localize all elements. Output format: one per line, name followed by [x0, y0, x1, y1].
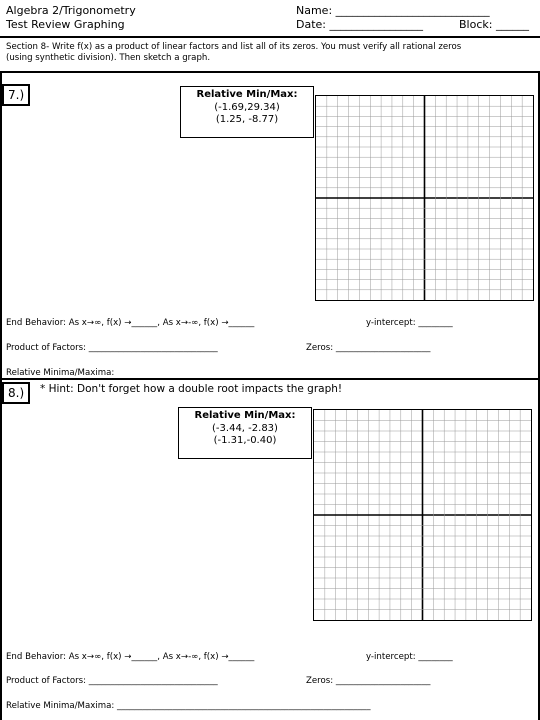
section-divider [0, 71, 540, 73]
problem-8-relative-extrema: Relative Minima/Maxima: ___________________________________________________________ [6, 701, 371, 711]
problem-8-zeros: Zeros: ______________________ [306, 676, 431, 686]
problem-7-number: 7.) [2, 84, 30, 106]
problem-8-graph-grid [313, 409, 532, 621]
minmax-point-1: (-3.44, -2.83) [212, 422, 278, 434]
name-field: Name: ____________________________ [296, 4, 490, 17]
problem-7-end-behavior: End Behavior: As x→∞, f(x) →______, As x→-∞, f(x) →______ [6, 318, 255, 328]
problem-8-number: 8.) [2, 382, 30, 404]
problem-8-y-intercept: y-intercept: ________ [366, 652, 453, 662]
problem-7-graph-grid [315, 95, 534, 301]
minmax-title: Relative Min/Max: [196, 89, 298, 100]
problem-7-zeros: Zeros: ______________________ [306, 343, 431, 353]
problem-8-hint: * Hint: Don't forget how a double root impacts the graph! [40, 383, 343, 395]
block-field: Block: ______ [459, 18, 529, 31]
problem-8-minmax-box [178, 407, 312, 459]
date-field: Date: _________________ [296, 18, 423, 31]
problem-7-y-intercept: y-intercept: ________ [366, 318, 453, 328]
problem-8-factors: Product of Factors: ______________________________ [6, 676, 218, 686]
header-divider [0, 36, 540, 38]
problem-8-end-behavior: End Behavior: As x→∞, f(x) →______, As x→-∞, f(x) →______ [6, 652, 255, 662]
problem-8-left-border [0, 380, 2, 720]
minmax-point-2: (-1.31,-0.40) [213, 435, 277, 446]
worksheet-subtitle: Test Review Graphing [6, 18, 125, 31]
problem-7-left-border [0, 73, 2, 378]
course-title: Algebra 2/Trigonometry [6, 4, 136, 17]
minmax-point-1: (-1.69,29.34) [214, 101, 280, 113]
instructions-line-2: (using synthetic division). Then sketch a graph. [6, 53, 211, 63]
instructions-line-1: Section 8- Write f(x) as a product of linear factors and list all of its zeros. You must verify all rational zeros [6, 42, 462, 52]
problem-7-factors: Product of Factors: ______________________________ [6, 343, 218, 353]
problem-divider [0, 378, 540, 380]
minmax-point-2: (1.25, -8.77) [215, 114, 279, 125]
minmax-title: Relative Min/Max: [194, 410, 296, 421]
problem-7-relative-extrema: Relative Minima/Maxima: [6, 368, 115, 378]
problem-7-minmax-box [180, 86, 314, 138]
